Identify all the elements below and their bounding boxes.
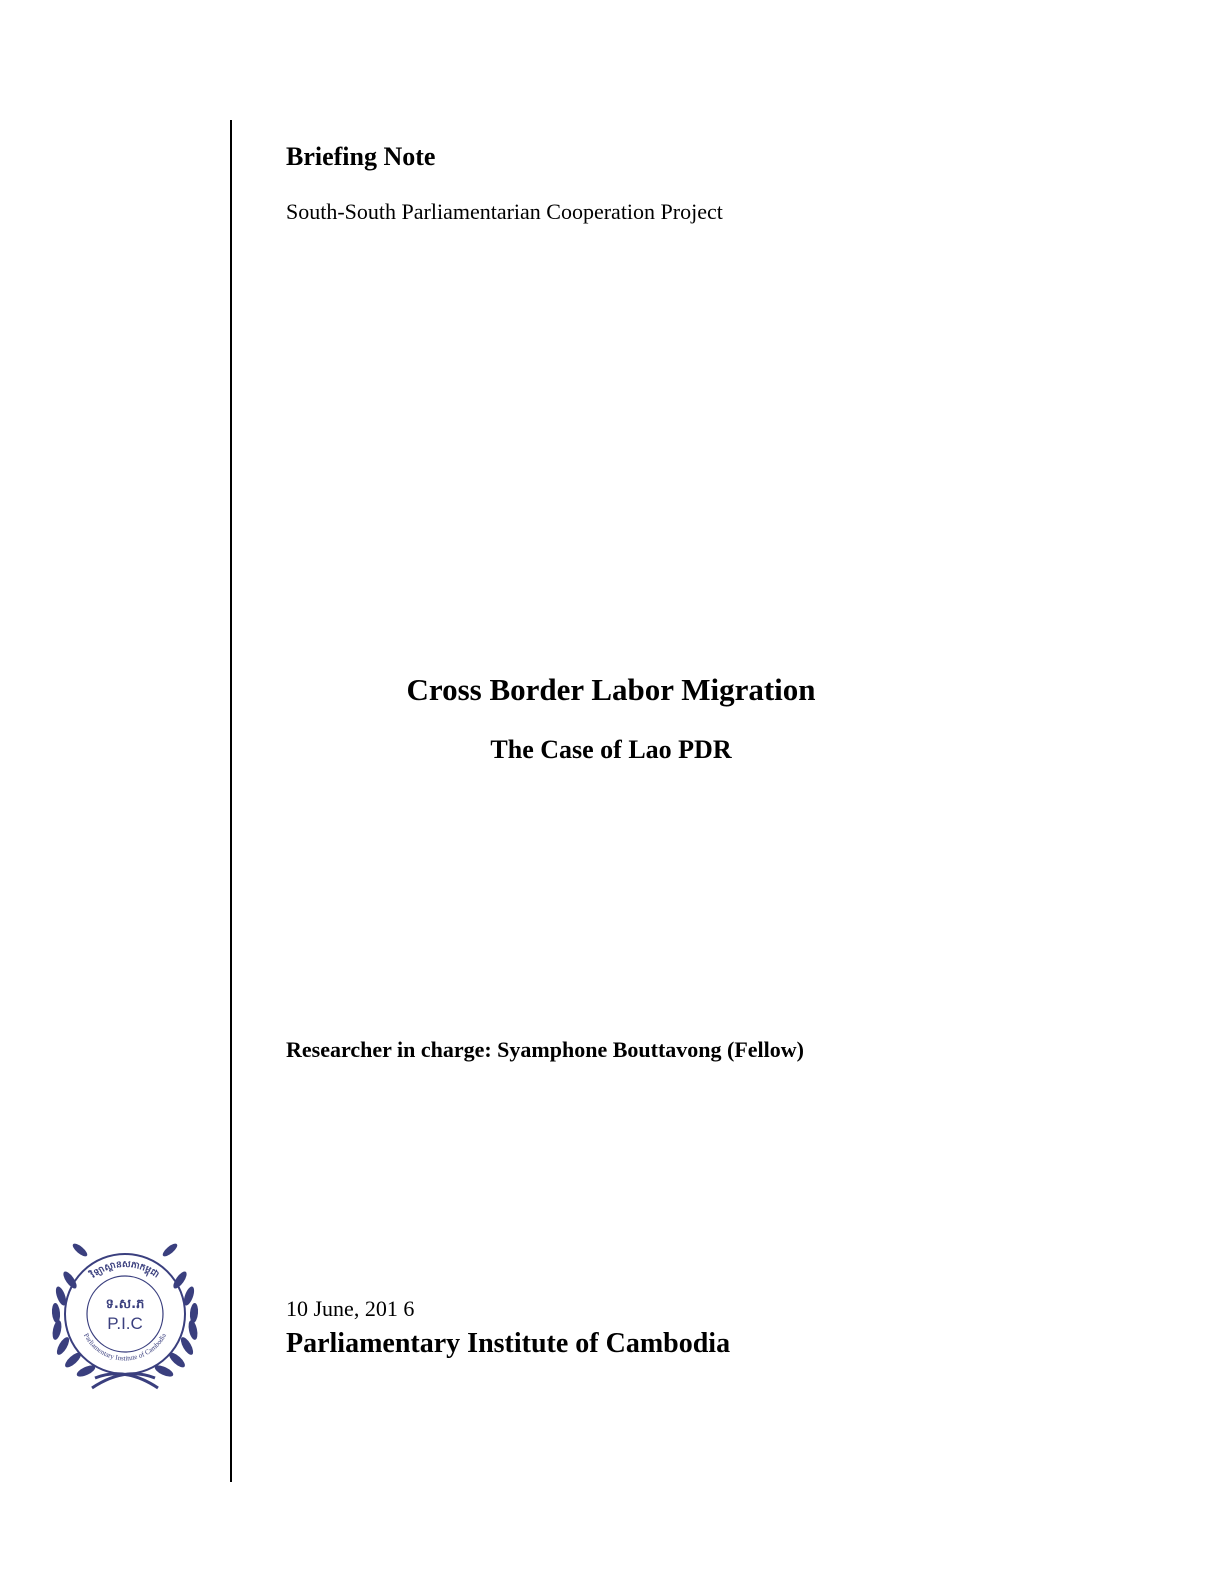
institution-name: Parliamentary Institute of Cambodia	[286, 1328, 731, 1359]
pic-logo	[40, 1228, 210, 1398]
vertical-divider-line	[230, 120, 232, 1482]
document-subtitle: The Case of Lao PDR	[490, 735, 732, 764]
researcher-in-charge: Researcher in charge: Syamphone Bouttavong (Fellow)	[286, 1037, 804, 1062]
document-type-heading: Briefing Note	[286, 142, 436, 171]
seal-khmer-ring-text: វិទ្យាស្ថានសភាកម្ពុជា	[89, 1259, 161, 1281]
document-title: Cross Border Labor Migration	[406, 672, 816, 707]
project-name: South-South Parliamentarian Cooperation Project	[286, 199, 723, 224]
pic-wreath-seal-icon	[40, 1228, 210, 1398]
seal-ring-text: Parliamentary Institute of Cambodia	[81, 1331, 169, 1363]
publication-date: 10 June, 201 6	[286, 1296, 415, 1321]
svg-text:វិទ្យាស្ថានសភាកម្ពុជា	[87, 1260, 161, 1281]
seal-khmer-abbreviation: ទ.ស.ភ	[105, 1297, 145, 1312]
seal-abbreviation: P.I.C	[107, 1314, 143, 1333]
